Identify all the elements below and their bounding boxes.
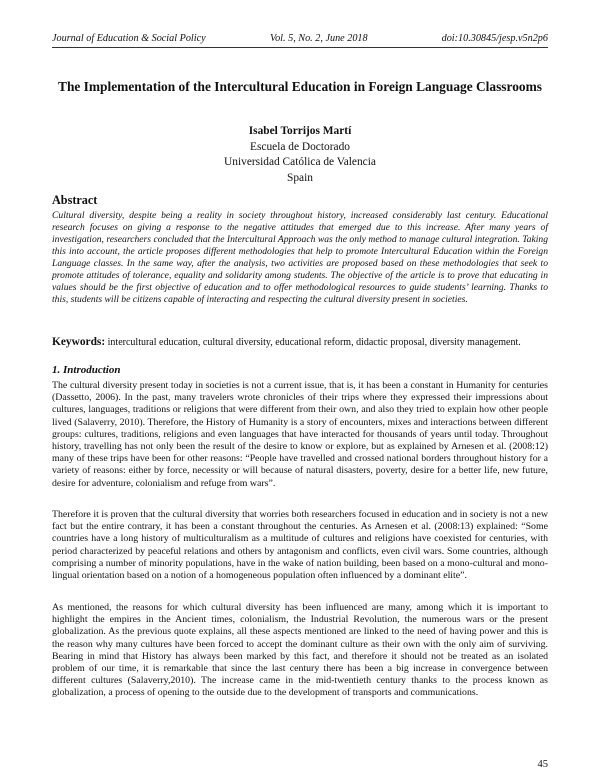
running-header: [52, 33, 548, 48]
abstract-heading: Abstract: [52, 193, 98, 207]
author-affiliation-school: Escuela de Doctorado: [250, 140, 350, 153]
volume-info: Vol. 5, No. 2, June 2018: [270, 33, 368, 44]
journal-name: Journal of Education & Social Policy: [52, 33, 206, 44]
paragraph-1: The cultural diversity present today in societies is not a current issue, that is, it has been a constant in Humanity for centuries (Dassetto, 2006). In the past, many travelers wrote chronicles of their trips where they expressed their impressions about cultures, languages, traditions or religions that were different from their own, and also they tried to explain how other people lived (Salaverry, 2010). Therefore, the History of Humanity is a story of encounters, mixes and interactions between different groups: cultures, traditions, religions and even languages that have interacted for thousands of years until today. Throughout history, travelling has not only been the result of the desire to know or explore, but as explained by Arnesen et al. (2008:12) many of these trips have been for other reasons: “People have travelled and crossed national borders throughout history for a variety of reasons: either by force, necessity or will because of natural disasters, poverty, desire for a better life, new future, desire for adventure, colonialism and refuge from wars”.: [52, 380, 548, 489]
author-country: Spain: [287, 171, 313, 184]
section-heading: 1. Introduction: [52, 364, 121, 376]
paper-title: The Implementation of the Intercultural Education in Foreign Language Classrooms: [58, 79, 542, 94]
keywords-text: intercultural education, cultural diversity, educational reform, didactic proposal, diversity management.: [107, 337, 521, 348]
author-name: Isabel Torrijos Martí: [248, 125, 352, 137]
author-affiliation-university: Universidad Católica de Valencia: [224, 156, 376, 169]
keywords-label: Keywords:: [52, 336, 106, 348]
page-number: 45: [537, 759, 548, 770]
abstract-text: Cultural diversity, despite being a reality in society throughout history, increased considerably last century. Educational research focuses on giving a response to the negative attitudes that emerged due to this increase. After many years of investigation, researchers concluded that the Intercultural Approach was the only method to manage cultural integration. Taking this into account, the article proposes different methodologies that help to promote Intercultural Education within the Foreign Language classes. In the same way, after the analysis, two activities are proposed based on these methodologies that seek to promote attitudes of tolerance, equality and solidarity among students. The objective of the article is to prove that educating in values should be the first objective of education and to offer methodological resources to guide students’ learning. Thanks to this, students will be citizens capable of interacting and respecting the cultural diversity present in societies.: [52, 210, 548, 306]
paragraph-3: As mentioned, the reasons for which cultural diversity has been influenced are many, among which it is important to highlight the empires in the Ancient times, colonialism, the Industrial Revolution, the numerous wars or the present globalization. As the previous quote explains, all these aspects mentioned are linked to the need of having power and this is the reason why many cultures have been forced to accept the dominant culture as their own with the only aim of surviving. Bearing in mind that History has always been marked by this fact, and therefore it should not be treated as an isolated problem of our time, it is remarkable that since the last century there has been a big increase in convergence between different cultures (Salaverry,2010). The increase came in the mid-twentieth century thanks to the process known as globalization, a process of opening to the outside due to the development of transports and communications.: [52, 602, 548, 699]
keywords: [52, 336, 548, 349]
doi: doi:10.30845/jesp.v5n2p6: [441, 33, 548, 44]
author-block: [52, 124, 548, 186]
paragraph-2: Therefore it is proven that the cultural diversity that worries both researchers focused in education and in society is not a new fact but the entire contrary, it has been a constant throughout the centuries. As Arnesen et al. (2008:13) explained: “Some countries have a long history of multiculturalism as a multitude of cultures and religions have coexisted for centuries, with period characterized by peaceful relations and others by antagonism and conflicts, even civil wars. Some countries, although comprising a number of minority populations, have in the wake of nation building, been based on a mono-cultural and mono-lingual orientation based on a notion of a homogeneous population often influenced by a dominant elite”.: [52, 509, 548, 582]
